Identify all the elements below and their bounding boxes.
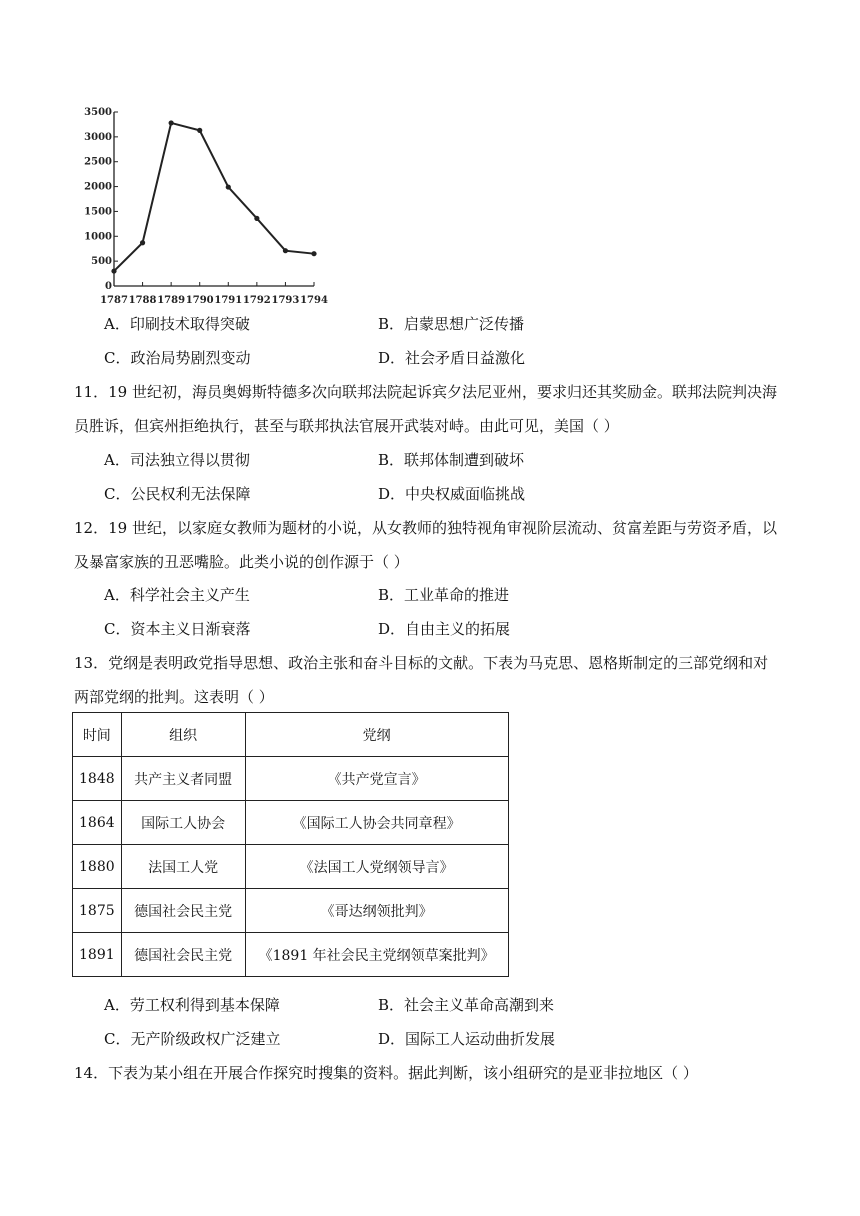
table-row <box>73 889 509 933</box>
table-cell: 德国社会民主党 <box>121 933 245 977</box>
x-tick-label: 1791 <box>214 295 243 306</box>
q12-option-c[interactable]: C．资本主义日渐衰落 <box>104 620 251 638</box>
q10-option-d[interactable]: D．社会矛盾日益激化 <box>378 349 526 367</box>
data-point <box>169 120 174 125</box>
q11-option-a[interactable]: A．司法独立得以贯彻 <box>104 451 250 469</box>
table-row <box>73 845 509 889</box>
q13-stem-line-1: 13．党纲是表明政党指导思想、政治主张和奋斗目标的文献。下表为马克思、恩格斯制定的三部党纲和对 <box>74 654 769 672</box>
table-cell: 1880 <box>73 845 122 889</box>
x-tick-label: 1790 <box>185 295 214 306</box>
x-tick-label: 1788 <box>128 295 157 306</box>
y-tick-label: 500 <box>91 256 112 268</box>
table-cell: 1848 <box>73 757 122 801</box>
chart-axes <box>114 112 314 286</box>
table-cell: 1864 <box>73 801 122 845</box>
q13-stem-line-2: 两部党纲的批判。这表明（ ） <box>74 688 274 706</box>
y-tick-label: 2000 <box>84 181 112 193</box>
table-header-cell: 党纲 <box>245 713 508 757</box>
table-cell: 共产主义者同盟 <box>121 757 245 801</box>
q14-stem-line-1: 14．下表为某小组在开展合作探究时搜集的资料。据此判断，该小组研究的是亚非拉地区（ ） <box>74 1064 698 1082</box>
data-point <box>140 240 145 245</box>
q13-option-d[interactable]: D．国际工人运动曲折发展 <box>378 1030 556 1048</box>
table-cell: 国际工人协会 <box>121 801 245 845</box>
q12-option-d[interactable]: D．自由主义的拓展 <box>378 620 511 638</box>
q12-stem-line-2: 及暴富家族的丑恶嘴脸。此类小说的创作源于（ ） <box>74 553 409 571</box>
q10-option-c[interactable]: C．政治局势剧烈变动 <box>104 349 251 367</box>
table-cell: 1875 <box>73 889 122 933</box>
q13-option-a[interactable]: A．劳工权利得到基本保障 <box>104 996 280 1014</box>
table-cell: 《1891 年社会民主党纲领草案批判》 <box>245 933 508 977</box>
table-row <box>73 801 509 845</box>
data-point <box>283 248 288 253</box>
x-tick-label: 1793 <box>271 295 300 306</box>
q12-option-a[interactable]: A．科学社会主义产生 <box>104 586 250 604</box>
y-tick-label: 2500 <box>84 156 112 168</box>
party-program-table <box>72 712 509 977</box>
q10-option-b[interactable]: B．启蒙思想广泛传播 <box>378 315 525 333</box>
data-point <box>226 184 231 189</box>
table-cell: 《哥达纲领批判》 <box>245 889 508 933</box>
table-cell: 《国际工人协会共同章程》 <box>245 801 508 845</box>
table-header-row <box>73 713 509 757</box>
x-tick-label: 1794 <box>300 295 328 306</box>
table-cell: 《法国工人党纲领导言》 <box>245 845 508 889</box>
x-tick-label: 1789 <box>157 295 186 306</box>
q13-option-b[interactable]: B．社会主义革命高潮到来 <box>378 996 555 1014</box>
x-tick-label: 1792 <box>242 295 271 306</box>
q11-stem-line-1: 11．19 世纪初，海员奥姆斯特德多次向联邦法院起诉宾夕法尼亚州，要求归还其奖励金。联邦法院判决海 <box>74 383 777 401</box>
y-tick-label: 1000 <box>84 231 112 243</box>
table-row <box>73 757 509 801</box>
q12-stem-line-1: 12．19 世纪，以家庭女教师为题材的小说，从女教师的独特视角审视阶层流动、贫富差距与劳资矛盾，以 <box>74 519 777 537</box>
table-row <box>73 933 509 977</box>
table-cell: 《共产党宣言》 <box>245 757 508 801</box>
y-tick-label: 1500 <box>84 206 112 218</box>
data-point <box>311 251 316 256</box>
table-header-cell: 时间 <box>73 713 122 757</box>
y-tick-labels <box>84 107 118 292</box>
q11-option-b[interactable]: B．联邦体制遭到破坏 <box>378 451 525 469</box>
data-point <box>197 128 202 133</box>
q11-option-c[interactable]: C．公民权利无法保障 <box>104 485 251 503</box>
data-point <box>254 216 259 221</box>
table-cell: 德国社会民主党 <box>121 889 245 933</box>
q12-option-b[interactable]: B．工业革命的推进 <box>378 586 510 604</box>
table-cell: 1891 <box>73 933 122 977</box>
q10-option-a[interactable]: A．印刷技术取得突破 <box>104 315 250 333</box>
line-chart <box>84 100 340 310</box>
y-tick-label: 3500 <box>84 107 112 118</box>
x-tick-label: 1787 <box>100 295 128 306</box>
y-tick-label: 3000 <box>84 131 112 143</box>
q11-option-d[interactable]: D．中央权威面临挑战 <box>378 485 526 503</box>
table-cell: 法国工人党 <box>121 845 245 889</box>
q11-stem-line-2: 员胜诉，但宾州拒绝执行，甚至与联邦执法官展开武装对峙。由此可见，美国（ ） <box>74 417 619 435</box>
y-tick-label: 0 <box>105 281 112 292</box>
table-header-cell: 组织 <box>121 713 245 757</box>
q13-option-c[interactable]: C．无产阶级政权广泛建立 <box>104 1030 281 1048</box>
data-point <box>111 268 116 273</box>
data-points <box>111 120 316 273</box>
